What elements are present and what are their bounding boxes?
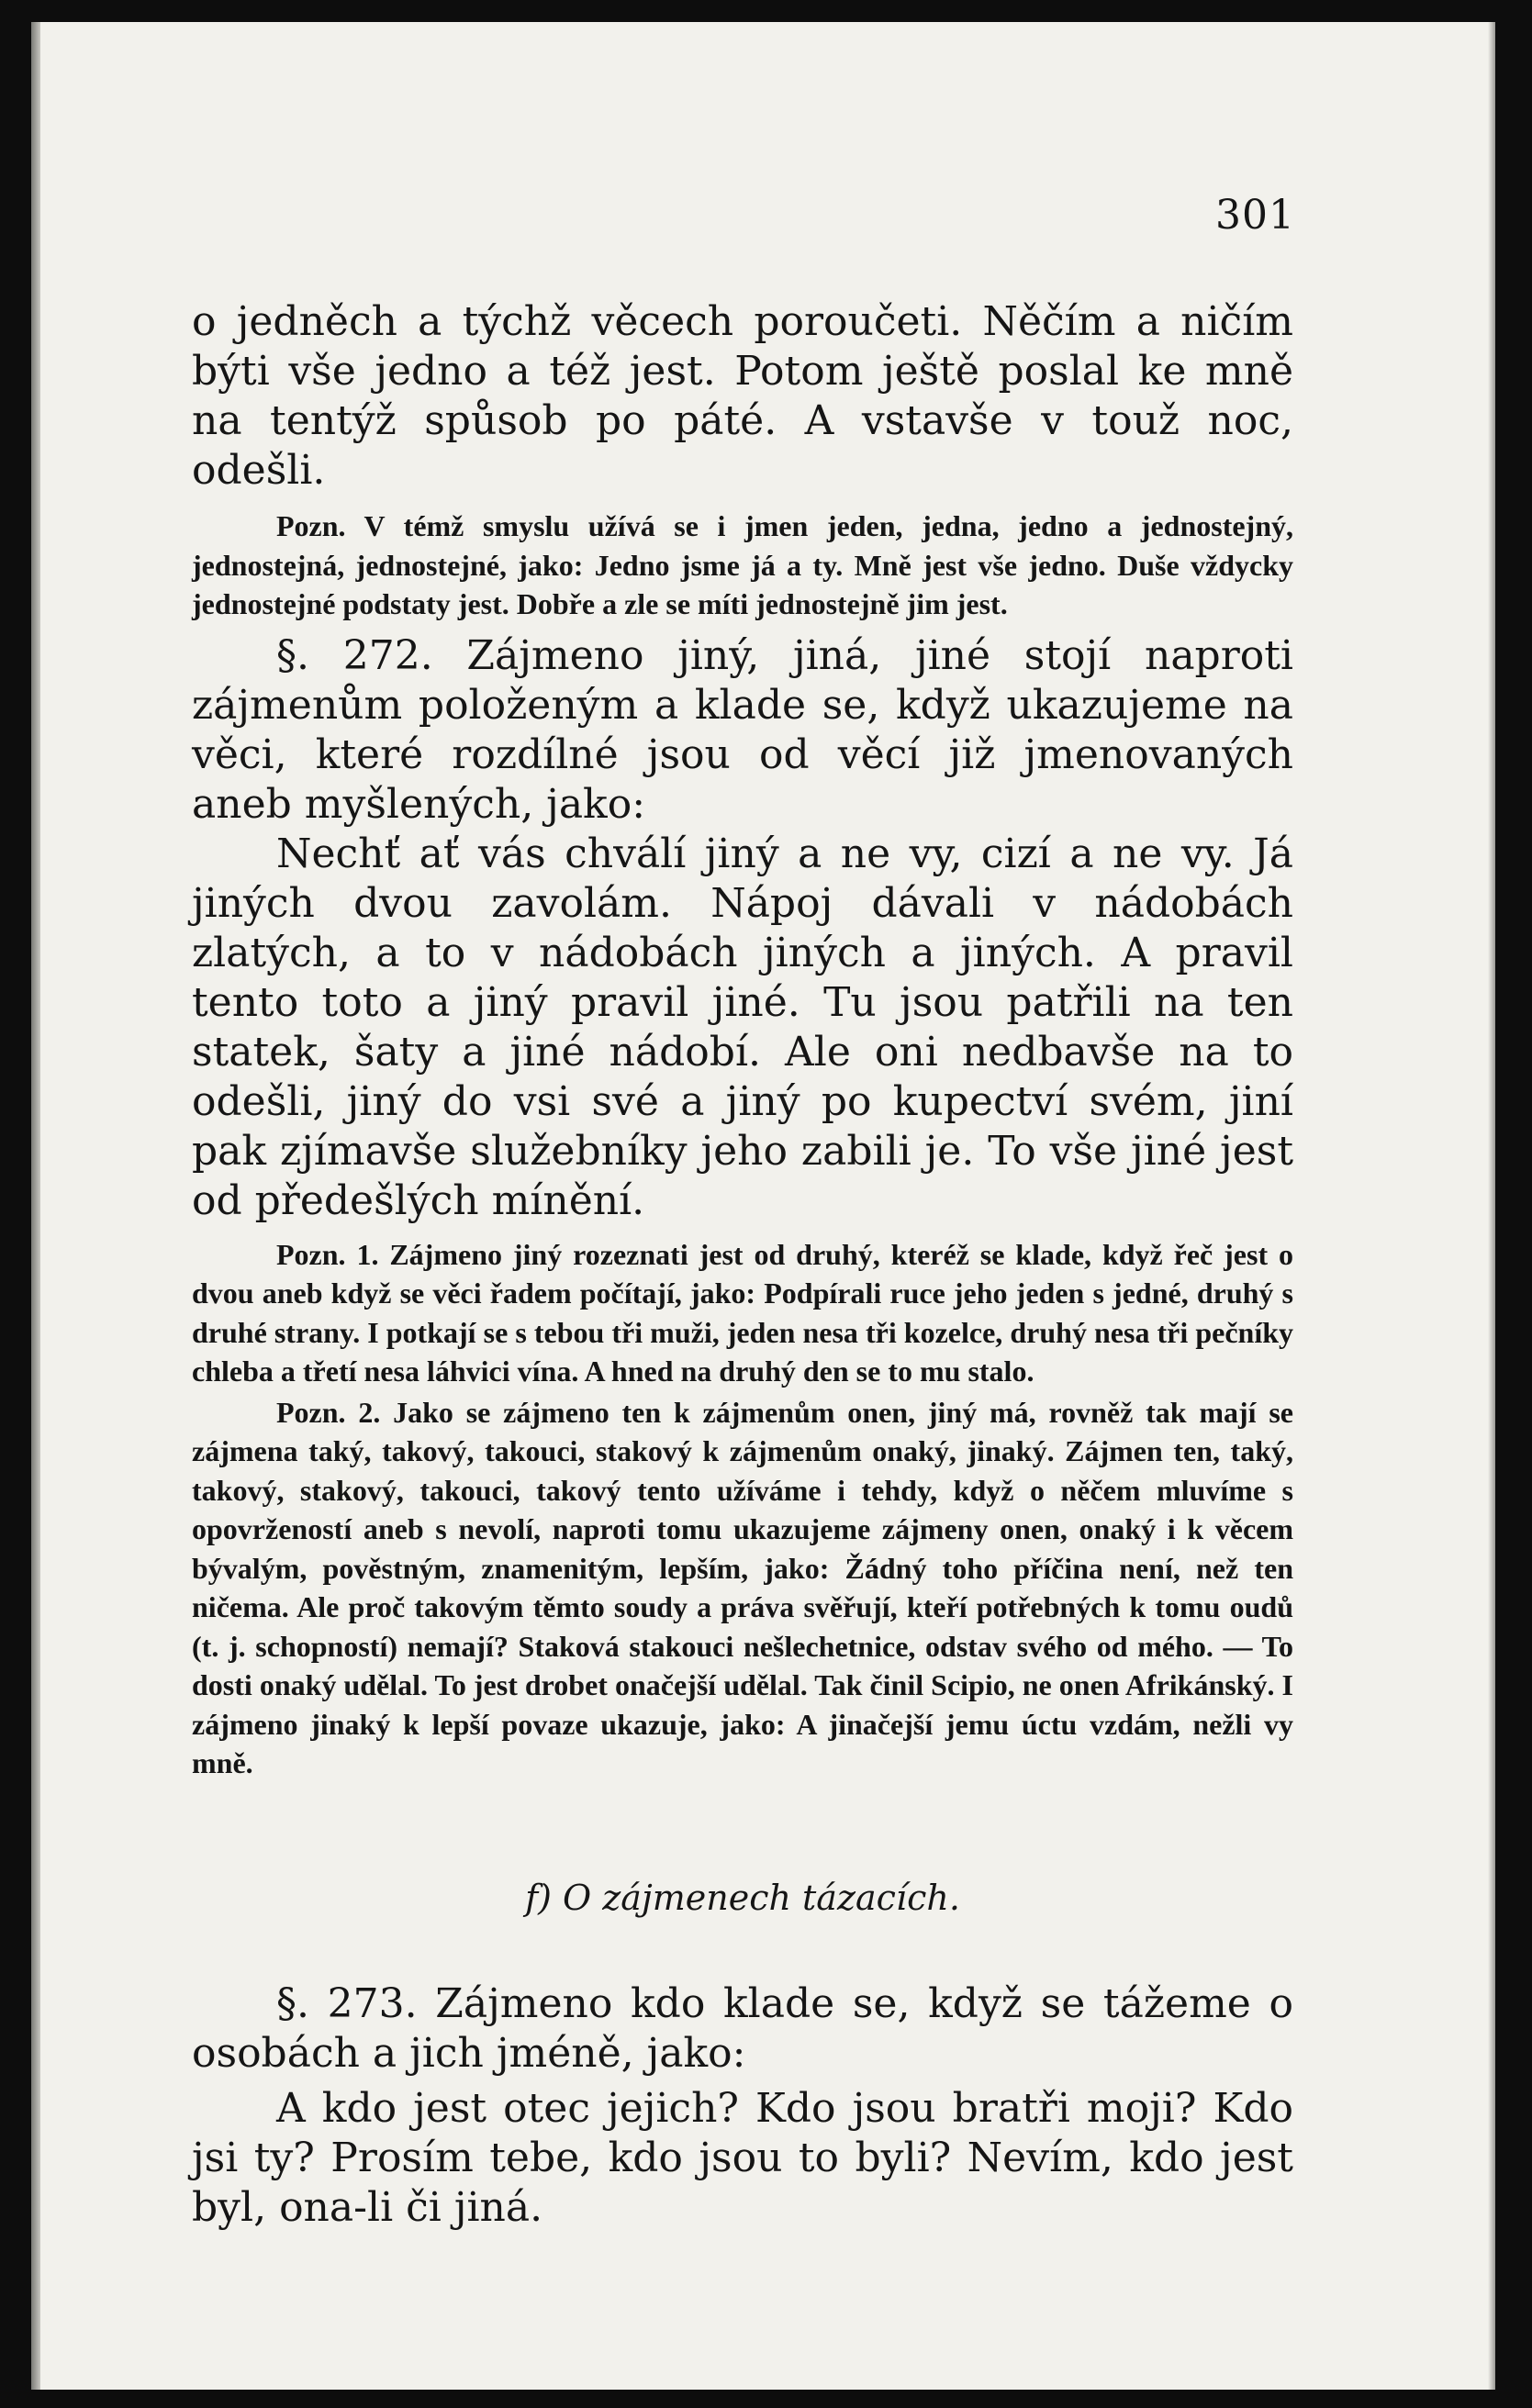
- section-273-examples: A kdo jest otec jejich? Kdo jsou bratři moji? Kdo jsi ty? Prosím tebe, kdo jsou to byli? Nevím, kdo jest byl, ona-li či jiná.: [192, 2084, 1293, 2231]
- paragraph-continuation: o jedněch a týchž věcech poroučeti. Něčím a ničím býti vše jedno a též jest. Potom ještě poslal ke mně na tentýž spůsob po páté. A vstavše v touž noc, odešli.: [192, 298, 1293, 494]
- page-edge-shadow: [1488, 22, 1495, 2390]
- section-272-intro: §. 272. Zájmeno jiný, jiná, jiné stojí naproti zájmenům položeným a klade se, když ukazujeme na věci, které rozdílné jsou od věcí již jmenovaných aneb myšlených, jako:: [192, 631, 1293, 828]
- note-272-1: Pozn. 1. Zájmeno jiný rozeznati jest od druhý, kteréž se klade, když řeč jest o dvou aneb když se věci řadem počítají, jako: Podpírali ruce jeho jeden s jedné, druhý s druhé strany. I potkají se s tebou tři muži, jeden nesa tři kozelce, druhý nesa tři pečníky chleba a třetí nesa láhvici vína. A hned na druhý den se to mu stalo.: [192, 1237, 1293, 1388]
- note-jeden-jednostejny: Pozn. V témž smyslu užívá se i jmen jeden, jedna, jedno a jednostejný, jednostejná, jednostejné, jako: Jedno jsme já a ty. Mně jest vše jedno. Duše vždycky jednostejné podstaty jest. Dobře a zle se míti jednostejně jim jest.: [192, 509, 1293, 620]
- section-heading-interrogative-pronouns: f) O zájmenech tázacích.: [525, 1877, 960, 1918]
- page-number: 301: [1215, 192, 1295, 239]
- page-content: [192, 297, 1293, 2233]
- section-272-examples: Nechť ať vás chválí jiný a ne vy, cizí a ne vy. Já jiných dvou zavolám. Nápoj dávali v nádobách zlatých, a to v nádobách jiných a jiných. A pravil tento toto a jiný pravil jiné. Tu jsou patřili na ten statek, šaty a jiné nádobí. Ale oni nedbavše na to odešli, jiný do vsi své a jiný po kupectví svém, jiní pak zjímavše služebníky jeho zabili je. To vše jiné jest od předešlých mínění.: [192, 830, 1293, 1224]
- note-272-2: Pozn. 2. Jako se zájmeno ten k zájmenům onen, jiný má, rovněž tak mají se zájmena taký, takový, takouci, stakový k zájmenům onaký, jinaký. Zájmen ten, taký, takový, stakový, takouci, takový tento užíváme i tehdy, když o něčem mluvíme s opovržeností aneb s nevolí, naproti tomu ukazujeme zájmeny onen, onaký i k věcem bývalým, pověstným, znamenitým, lepším, jako: Žádný toho příčina není, než ten ničema. Ale proč takovým těmto soudy a práva svěřují, kteří potřebných k tomu oudů (t. j. schopností) nemají? Staková stakouci nešlechetnice, odstav svého od mého. — To dosti onaký udělal. To jest drobet onačejší udělal. Tak činil Scipio, ne onen Afrikánský. I zájmeno jinaký k lepší povaze ukazuje, jako: A jinačejší jemu úctu vzdám, nežli vy mně.: [192, 1395, 1293, 1779]
- book-page: [31, 22, 1495, 2390]
- section-273-intro: §. 273. Zájmeno kdo klade se, když se tážeme o osobách a jich jméně, jako:: [192, 1979, 1293, 2077]
- page-spine-shadow: [31, 22, 40, 2390]
